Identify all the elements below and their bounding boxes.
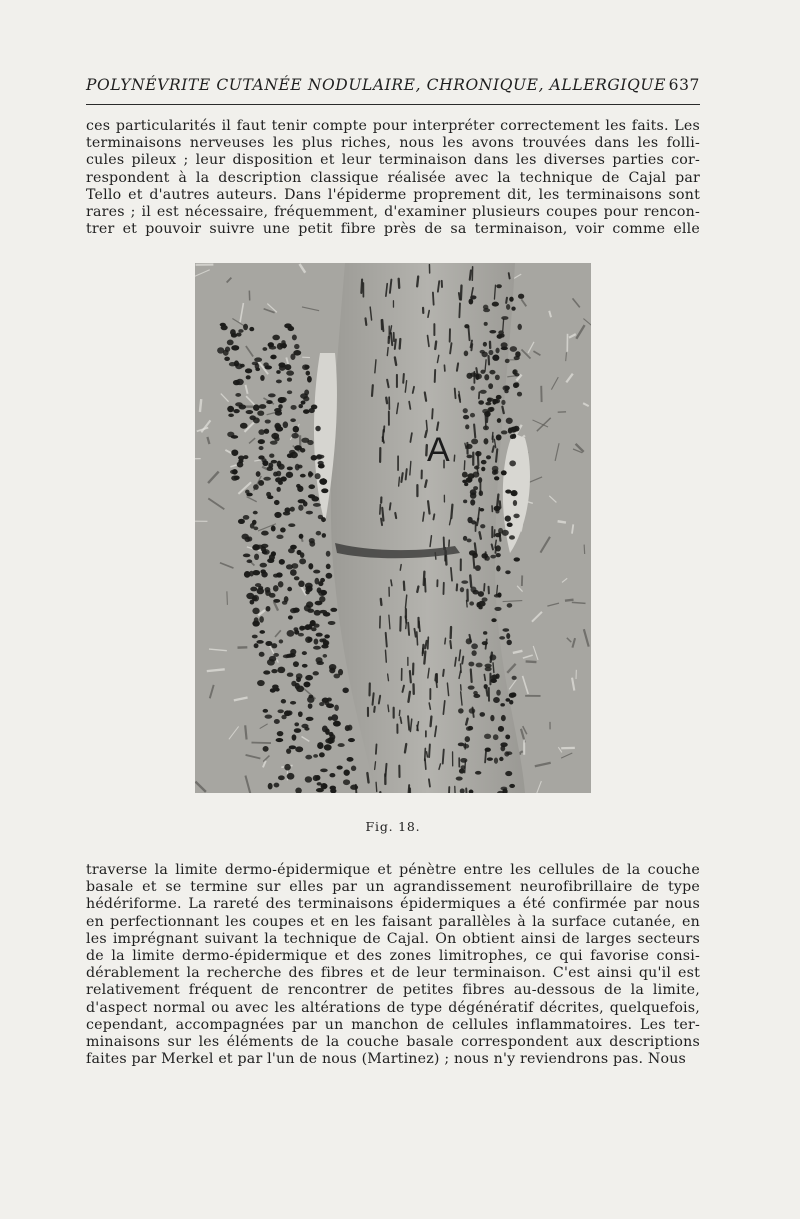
text-line: hédériforme. La rareté des terminaisons épidermiques a été confirmée par nous: [86, 896, 700, 913]
text-line: d'aspect normal ou avec les altérations de type dégénératif décrites, quelquefois,: [86, 999, 700, 1016]
text-line: traverse la limite dermo-épidermique et pénètre entre les cellules de la couche: [86, 862, 700, 878]
text-line: Tello et d'autres auteurs. Dans l'épiderme proprement dit, les terminaisons sont: [86, 186, 700, 203]
text-line: relativement fréquent de rencontrer de petites fibres au-dessous de la limite,: [86, 982, 700, 999]
header-rule: [86, 104, 700, 105]
text-line: cules pileux ; leur disposition et leur terminaison dans les diverses parties cor-: [86, 152, 700, 169]
micrograph-image: [195, 263, 591, 793]
page-number: 637: [668, 76, 700, 94]
text-line: faites par Merkel et par l'un de nous (Martinez) ; nous n'y reviendrons pas. Nous: [86, 1051, 687, 1068]
text-line: minaisons sur les éléments de la couche basale correspondent aux descriptions: [86, 1034, 700, 1051]
micrograph-figure: [195, 263, 591, 793]
text-line: cependant, accompagnées par un manchon de cellules inflammatoires. Les ter-: [86, 1016, 700, 1033]
text-line: terminaisons nerveuses les plus riches, nous les avons trouvées dans les folli-: [86, 135, 700, 152]
figure-label: A: [427, 431, 450, 469]
page-header: [86, 76, 700, 100]
running-title: POLYNÉVRITE CUTANÉE NODULAIRE, CHRONIQUE, ALLERGIQUE: [86, 76, 666, 94]
text-line: respondent à la description classique réalisée avec la technique de Cajal par: [86, 169, 700, 186]
text-line: trer et pouvoir suivre une petit fibre près de sa terminaison, voir comme elle: [86, 221, 700, 238]
text-line: de la limite dermo-épidermique et des zones limitrophes, ce qui favorise consi-: [86, 948, 700, 965]
paragraph-top: [86, 118, 700, 238]
figure-caption: Fig. 18.: [365, 819, 421, 834]
text-line: rares ; il est nécessaire, fréquemment, d'examiner plusieurs coupes pour rencon-: [86, 204, 700, 221]
text-line: basale et se termine sur elles par un agrandissement neurofibrillaire de type: [86, 879, 700, 896]
text-line: dérablement la recherche des fibres et de leur terminaison. C'est ainsi qu'il est: [86, 965, 700, 982]
text-line: en perfectionnant les coupes et en les faisant parallèles à la surface cutanée, en: [86, 913, 700, 930]
text-line: les imprégnant suivant la technique de Cajal. On obtient ainsi de larges secteurs: [86, 930, 700, 947]
paragraph-bottom: [86, 862, 700, 1068]
text-line: ces particularités il faut tenir compte pour interpréter correctement les faits. Les: [86, 118, 700, 134]
